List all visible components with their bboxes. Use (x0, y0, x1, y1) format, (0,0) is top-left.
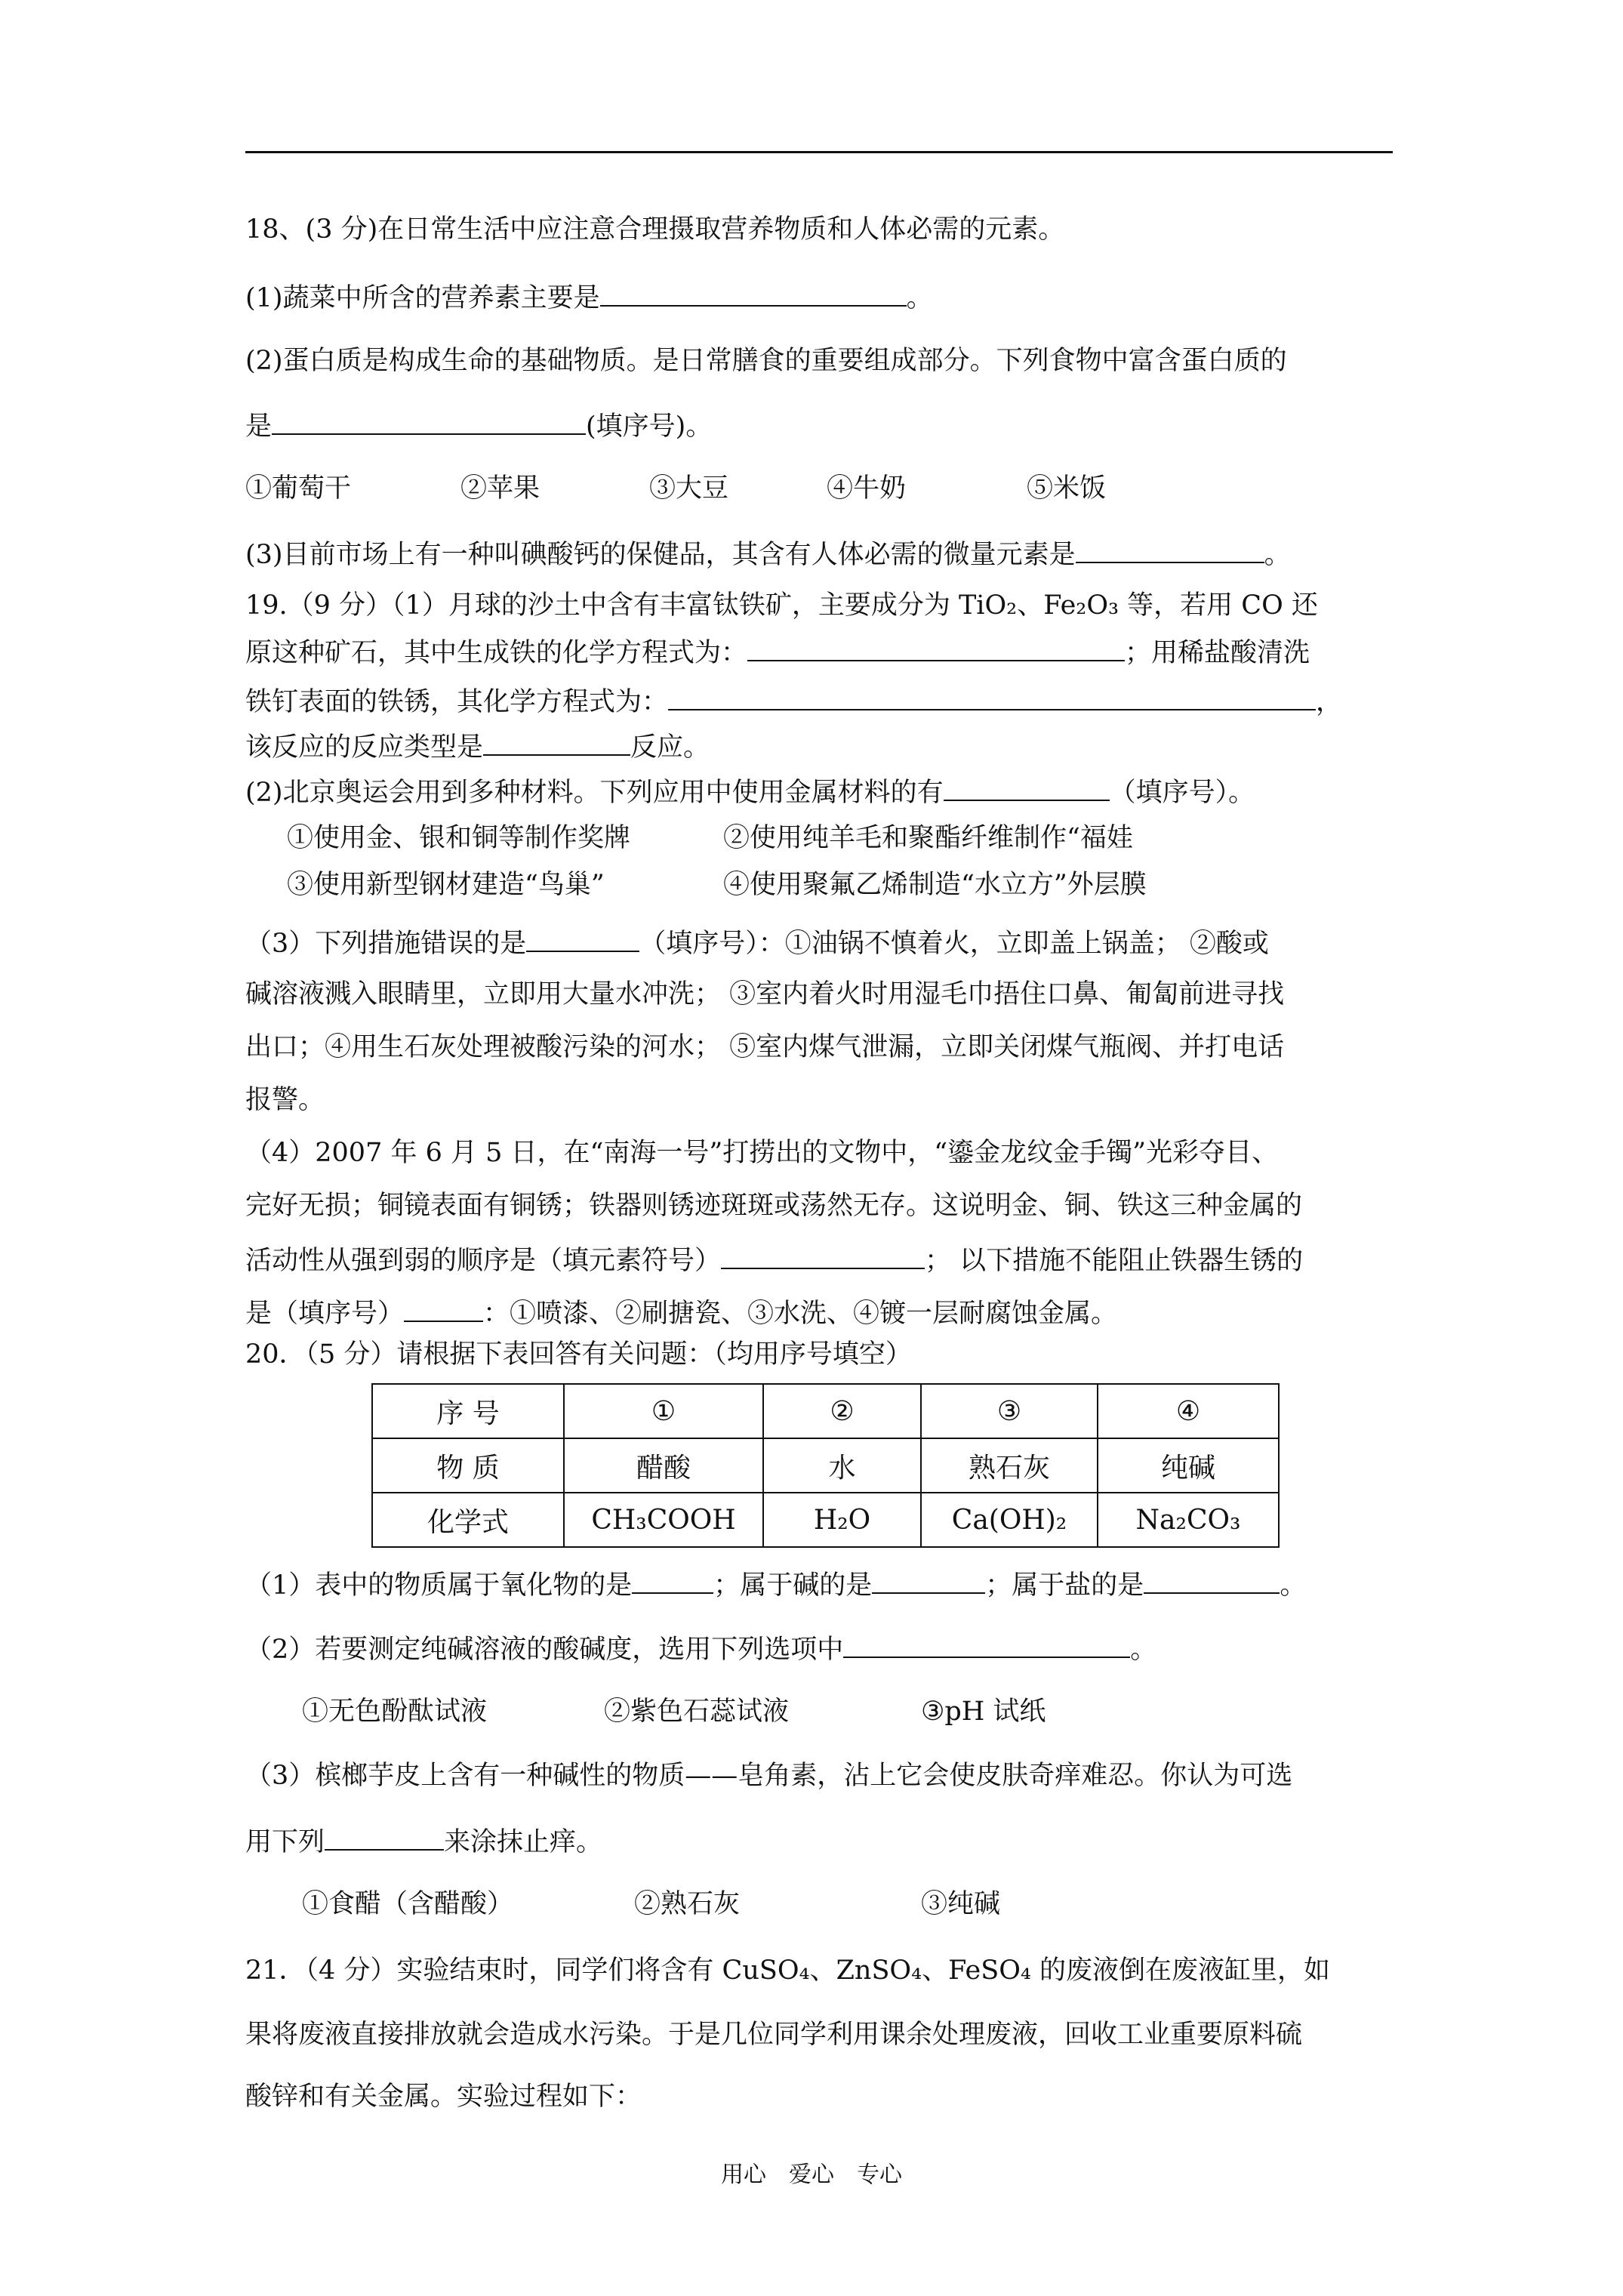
q19-part4-line1: （4）2007 年 6 月 5 日，在“南海一号”打捞出的文物中，“鎏金龙纹金手镯”光彩夺目、 (245, 1138, 1279, 1168)
answer-blank[interactable] (944, 774, 1110, 801)
q19-line1: 19.（9 分）（1）月球的沙土中含有丰富钛铁矿，主要成分为 TiO₂、Fe₂O₃ 等，若用 CO 还 (245, 590, 1318, 621)
option: ③使用新型钢材建造“鸟巢” (287, 870, 605, 900)
table-cell: H₂O (763, 1493, 921, 1547)
substance-table (371, 1383, 1280, 1548)
q19-part3-line3: 出口；④用生石灰处理被酸污染的河水； ⑤室内煤气泄漏，立即关闭煤气瓶阀、并打电话 (245, 1032, 1285, 1062)
answer-blank[interactable] (526, 925, 639, 952)
option: ①无色酚酞试液 (302, 1697, 488, 1727)
q21-line1: 21．（4 分）实验结束时，同学们将含有 CuSO₄、ZnSO₄、FeSO₄ 的废液倒在废液缸里，如 (245, 1955, 1331, 1986)
q18-part2-line2: 是 (填序号)。 (245, 408, 712, 443)
q20-part3-line1: （3）槟榔芋皮上含有一种碱性的物质——皂角素，沾上它会使皮肤奇痒难忍。你认为可选 (245, 1761, 1293, 1791)
option: ③大豆 (649, 473, 729, 504)
q18-part1: (1)蔬菜中所含的营养素主要是 。 (245, 279, 933, 315)
option: ④牛奶 (827, 473, 907, 504)
table-cell: 熟石灰 (921, 1438, 1098, 1493)
table-cell: 化学式 (372, 1493, 564, 1547)
option: ②使用纯羊毛和聚酯纤维制作“福娃 (723, 823, 1133, 853)
option: ③纯碱 (921, 1889, 1001, 1919)
answer-blank[interactable] (721, 1242, 925, 1269)
q19-part4-line2: 完好无损；铜镜表面有铜锈；铁器则锈迹斑斑或荡然无存。这说明金、铜、铁这三种金属的 (245, 1191, 1303, 1221)
q20-part3-options (302, 1888, 1000, 1921)
answer-blank[interactable] (632, 1567, 713, 1594)
q18-options (245, 472, 1106, 505)
q19-line3: 铁钉表面的铁锈，其化学方程式为： ， (245, 683, 1342, 719)
table-cell: Na₂CO₃ (1098, 1493, 1279, 1547)
q19-options-row2 (287, 868, 1147, 901)
table-cell: 醋酸 (564, 1438, 763, 1493)
page-footer: 用心 爱心 专心 (721, 2162, 902, 2188)
header-rule (245, 151, 1393, 153)
answer-blank[interactable] (325, 1823, 444, 1851)
answer-blank[interactable] (404, 1295, 483, 1322)
answer-blank[interactable] (872, 1567, 985, 1594)
table-cell: Ca(OH)₂ (921, 1493, 1098, 1547)
q21-line2: 果将废液直接排放就会造成水污染。于是几位同学利用课余处理废液，回收工业重要原料硫 (245, 2020, 1303, 2050)
q20-part3-line2: 用下列 来涂抹止痒。 (245, 1823, 602, 1859)
table-cell: ① (564, 1384, 763, 1438)
q19-part3-line2: 碱溶液溅入眼睛里，立即用大量水冲洗； ③室内着火时用湿毛巾捂住口鼻、匍匐前进寻找 (245, 979, 1285, 1009)
answer-blank[interactable] (600, 279, 907, 307)
option: ①食醋（含醋酸） (302, 1889, 514, 1919)
q19-part3-line4: 报警。 (245, 1085, 325, 1115)
q20-part1: （1）表中的物质属于氧化物的是 ；属于碱的是 ；属于盐的是 。 (245, 1567, 1306, 1602)
table-row (372, 1493, 1279, 1547)
option: ②熟石灰 (634, 1889, 741, 1919)
q18-part3: (3)目前市场上有一种叫碘酸钙的保健品，其含有人体必需的微量元素是 。 (245, 536, 1291, 572)
table-cell: 水 (763, 1438, 921, 1493)
table-row (372, 1384, 1279, 1438)
table-cell: 序 号 (372, 1384, 564, 1438)
answer-blank[interactable] (272, 408, 586, 435)
q21-line3: 酸锌和有关金属。实验过程如下： (245, 2082, 642, 2112)
table-cell: 物 质 (372, 1438, 564, 1493)
answer-blank[interactable] (483, 729, 630, 756)
table-cell: ② (763, 1384, 921, 1438)
option: ④使用聚氟乙烯制造“水立方”外层膜 (723, 870, 1147, 900)
option: ①葡萄干 (245, 473, 352, 504)
option: ②苹果 (460, 473, 540, 504)
q19-line4: 该反应的反应类型是 反应。 (245, 729, 710, 764)
answer-blank[interactable] (747, 634, 1125, 661)
q19-part3-line1: （3）下列措施错误的是 （填序号）：①油锅不慎着火，立即盖上锅盖； ②酸或 (245, 925, 1269, 960)
option: ⑤米饭 (1027, 473, 1107, 504)
option: ③pH 试纸 (921, 1697, 1046, 1727)
answer-blank[interactable] (668, 683, 1316, 710)
q20-stem: 20．（5 分）请根据下表回答有关问题：（均用序号填空） (245, 1339, 912, 1370)
q20-part2: （2）若要测定纯碱溶液的酸碱度，选用下列选项中 。 (245, 1631, 1156, 1666)
q19-part4-line4: 是（填序号） ：①喷漆、②刷搪瓷、③水洗、④镀一层耐腐蚀金属。 (245, 1295, 1117, 1330)
q19-line2: 原这种矿石，其中生成铁的化学方程式为： ；用稀盐酸清洗 (245, 634, 1310, 670)
table-cell: ④ (1098, 1384, 1279, 1438)
q19-part4-line3: 活动性从强到弱的顺序是（填元素符号） ； 以下措施不能阻止铁器生锈的 (245, 1242, 1303, 1277)
q19-part2: (2)北京奥运会用到多种材料。下列应用中使用金属材料的有 （填序号）。 (245, 774, 1255, 809)
answer-blank[interactable] (1076, 536, 1264, 563)
q19-options-row1 (287, 821, 1133, 855)
option: ①使用金、银和铜等制作奖牌 (287, 823, 631, 853)
answer-blank[interactable] (1144, 1567, 1280, 1594)
q18-stem: 18、(3 分)在日常生活中应注意合理摄取营养物质和人体必需的元素。 (245, 214, 1065, 245)
table-cell: CH₃COOH (564, 1493, 763, 1547)
table-cell: 纯碱 (1098, 1438, 1279, 1493)
q20-part2-options (302, 1695, 1046, 1728)
q18-part2-line1: (2)蛋白质是构成生命的基础物质。是日常膳食的重要组成部分。下列食物中富含蛋白质的 (245, 346, 1287, 376)
table-row (372, 1438, 1279, 1493)
option: ②紫色石蕊试液 (604, 1697, 790, 1727)
table-cell: ③ (921, 1384, 1098, 1438)
answer-blank[interactable] (843, 1631, 1130, 1658)
